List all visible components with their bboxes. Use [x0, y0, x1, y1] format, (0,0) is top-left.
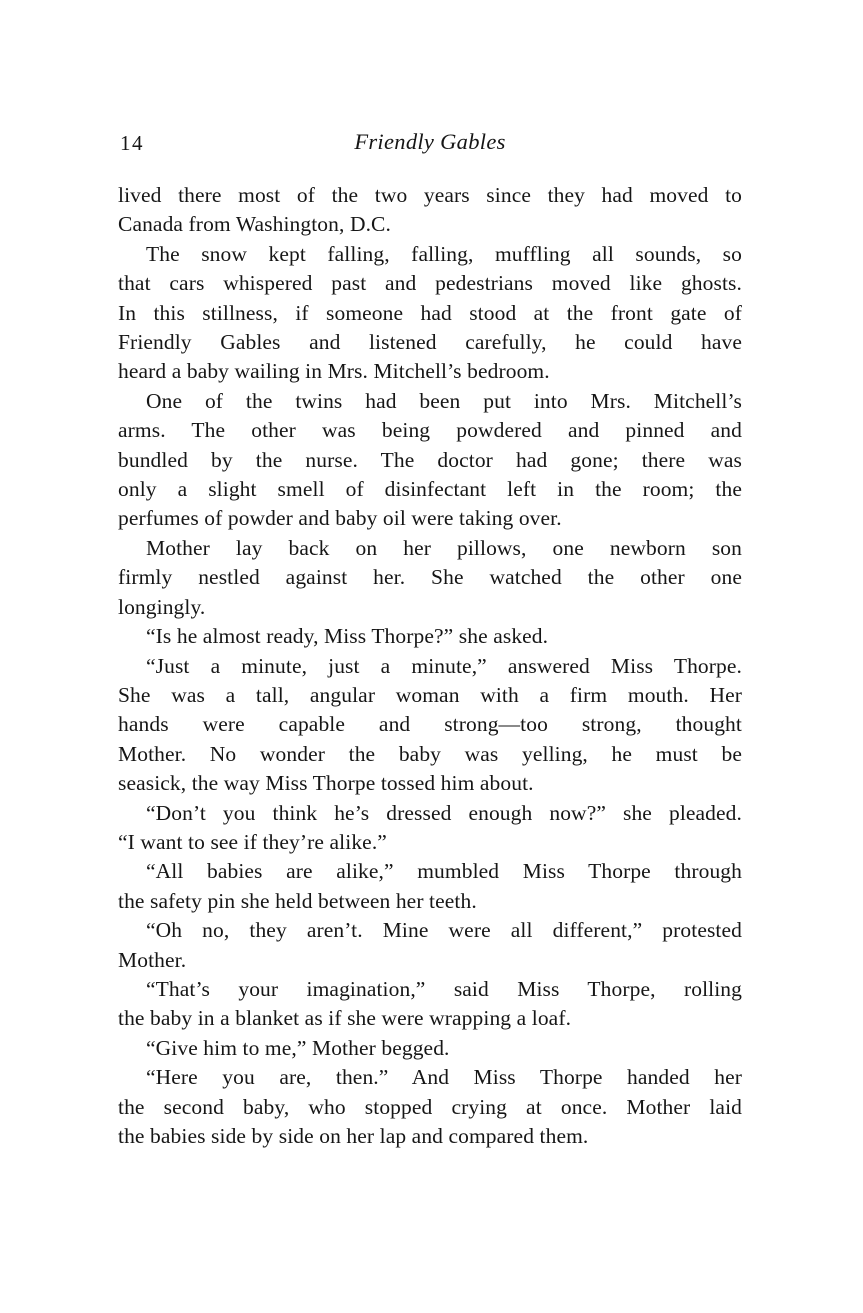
text-line: the babies side by side on her lap and compared them.	[118, 1124, 589, 1148]
paragraph	[118, 652, 742, 799]
text-line: “Give him to me,” Mother begged.	[146, 1035, 450, 1060]
text-line: “Just a minute, just a minute,” answered Miss Thorpe.	[146, 653, 742, 678]
text-line: the baby in a blanket as if she were wrapping a loaf.	[118, 1006, 572, 1031]
text-line: the safety pin she held between her teeth.	[118, 888, 477, 913]
text-line: bundled by the nurse. The doctor had gone; there was	[118, 447, 742, 472]
paragraph	[118, 916, 742, 975]
text-line: firmly nestled against her. She watched the other one	[118, 565, 742, 590]
body-text	[118, 181, 742, 1151]
text-line: Mother lay back on her pillows, one newborn son	[146, 535, 742, 560]
running-header	[118, 129, 742, 161]
text-line: “I want to see if they’re alike.”	[118, 829, 387, 854]
page-number: 14	[120, 131, 144, 155]
paragraph	[118, 1034, 742, 1063]
text-line: perfumes of powder and baby oil were taking over.	[118, 506, 562, 531]
paragraph	[118, 975, 742, 1034]
text-line: Friendly Gables and listened carefully, he could have	[118, 330, 742, 355]
text-line: “That’s your imagination,” said Miss Thorpe, rolling	[146, 976, 742, 1001]
paragraph	[118, 857, 742, 916]
paragraph	[118, 387, 742, 534]
text-line: seasick, the way Miss Thorpe tossed him about.	[118, 771, 534, 796]
text-line: “Here you are, then.” And Miss Thorpe handed her	[146, 1065, 742, 1090]
text-line: Canada from Washington, D.C.	[118, 212, 391, 237]
text-line: hands were capable and strong—too strong, thought	[118, 712, 742, 737]
text-line: that cars whispered past and pedestrians moved like ghosts.	[118, 271, 742, 296]
text-line: longingly.	[118, 594, 206, 619]
text-line: only a slight smell of disinfectant left in the room; the	[118, 477, 742, 502]
text-line: One of the twins had been put into Mrs. Mitchell’s	[146, 388, 742, 413]
paragraph	[118, 1063, 742, 1151]
running-head-title: Friendly Gables	[354, 129, 506, 154]
text-line: lived there most of the two years since they had moved to	[118, 183, 742, 207]
text-line: Mother.	[118, 947, 187, 972]
paragraph	[118, 240, 742, 387]
text-line: The snow kept falling, falling, muffling all sounds, so	[146, 241, 742, 266]
text-line: Mother. No wonder the baby was yelling, he must be	[118, 741, 742, 766]
paragraph	[118, 534, 742, 622]
text-line: “Don’t you think he’s dressed enough now?” she pleaded.	[146, 800, 742, 825]
paragraph	[118, 181, 742, 240]
text-line: She was a tall, angular woman with a firm mouth. Her	[118, 682, 742, 707]
text-line: “Is he almost ready, Miss Thorpe?” she asked.	[146, 624, 549, 649]
text-line: “Oh no, they aren’t. Mine were all different,” protested	[146, 918, 742, 943]
text-line: arms. The other was being powdered and pinned and	[118, 418, 742, 443]
text-line: In this stillness, if someone had stood at the front gate of	[118, 300, 742, 325]
text-line: heard a baby wailing in Mrs. Mitchell’s bedroom.	[118, 359, 550, 384]
paragraph	[118, 622, 742, 651]
text-line: the second baby, who stopped crying at once. Mother laid	[118, 1094, 742, 1119]
paragraph	[118, 799, 742, 858]
text-line: “All babies are alike,” mumbled Miss Thorpe through	[146, 859, 742, 884]
